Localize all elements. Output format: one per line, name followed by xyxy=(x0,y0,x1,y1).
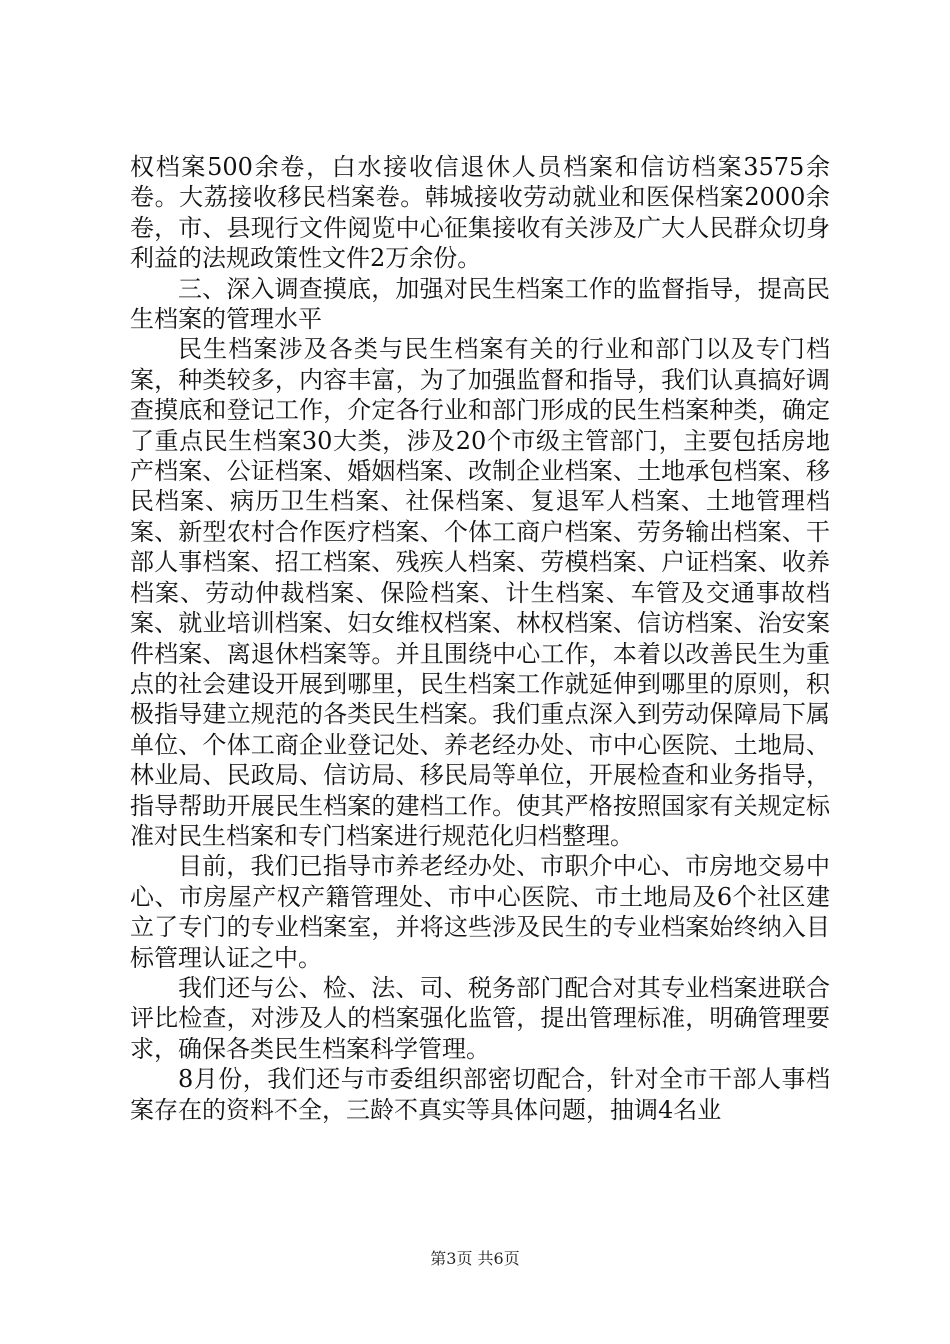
paragraph-1: 权档案500余卷，白水接收信退休人员档案和信访档案3575余卷。大荔接收移民档案卷。韩城接收劳动就业和医保档案2000余卷，市、县现行文件阅览中心征集接收有关涉及广大人民群众切身利益的法规政策性文件2万余份。 xyxy=(130,153,830,273)
paragraph-3: 目前，我们已指导市养老经办处、市职介中心、市房地交易中心、市房屋产权产籍管理处、市中心医院、市土地局及6个社区建立了专门的专业档案室，并将这些涉及民生的专业档案始终纳入目标管理认证之中。 xyxy=(130,852,830,972)
paragraph-5: 8月份，我们还与市委组织部密切配合，针对全市干部人事档案存在的资料不全，三龄不真实等具体问题，抽调4名业 xyxy=(130,1065,830,1124)
page-number-footer: 第3页 共6页 xyxy=(430,1249,520,1268)
paragraph-4: 我们还与公、检、法、司、税务部门配合对其专业档案进联合评比检查，对涉及人的档案强化监管，提出管理标准，明确管理要求，确保各类民生档案科学管理。 xyxy=(130,973,830,1063)
document-body xyxy=(130,152,830,1125)
section-heading-3: 三、深入调查摸底，加强对民生档案工作的监督指导，提高民生档案的管理水平 xyxy=(130,274,830,334)
paragraph-2: 民生档案涉及各类与民生档案有关的行业和部门以及专门档案，种类较多，内容丰富，为了加强监督和指导，我们认真搞好调查摸底和登记工作，介定各行业和部门形成的民生档案种类，确定了重点民生档案30大类，涉及20个市级主管部门，主要包括房地产档案、公证档案、婚姻档案、改制企业档案、土地承包档案、移民档案、病历卫生档案、社保档案、复退军人档案、土地管理档案、新型农村合作医疗档案、个体工商户档案、劳务输出档案、干部人事档案、招工档案、残疾人档案、劳模档案、户证档案、收养档案、劳动仲裁档案、保险档案、计生档案、车管及交通事故档案、就业培训档案、妇女维权档案、林权档案、信访档案、治安案件档案、离退休档案等。并且围绕中心工作，本着以改善民生为重点的社会建设开展到哪里，民生档案工作就延伸到哪里的原则，积极指导建立规范的各类民生档案。我们重点深入到劳动保障局下属单位、个体工商企业登记处、养老经办处、市中心医院、土地局、林业局、民政局、信访局、移民局等单位，开展检查和业务指导，指导帮助开展民生档案的建档工作。使其严格按照国家有关规定标准对民生档案和专门档案进行规范化归档整理。 xyxy=(130,335,830,850)
